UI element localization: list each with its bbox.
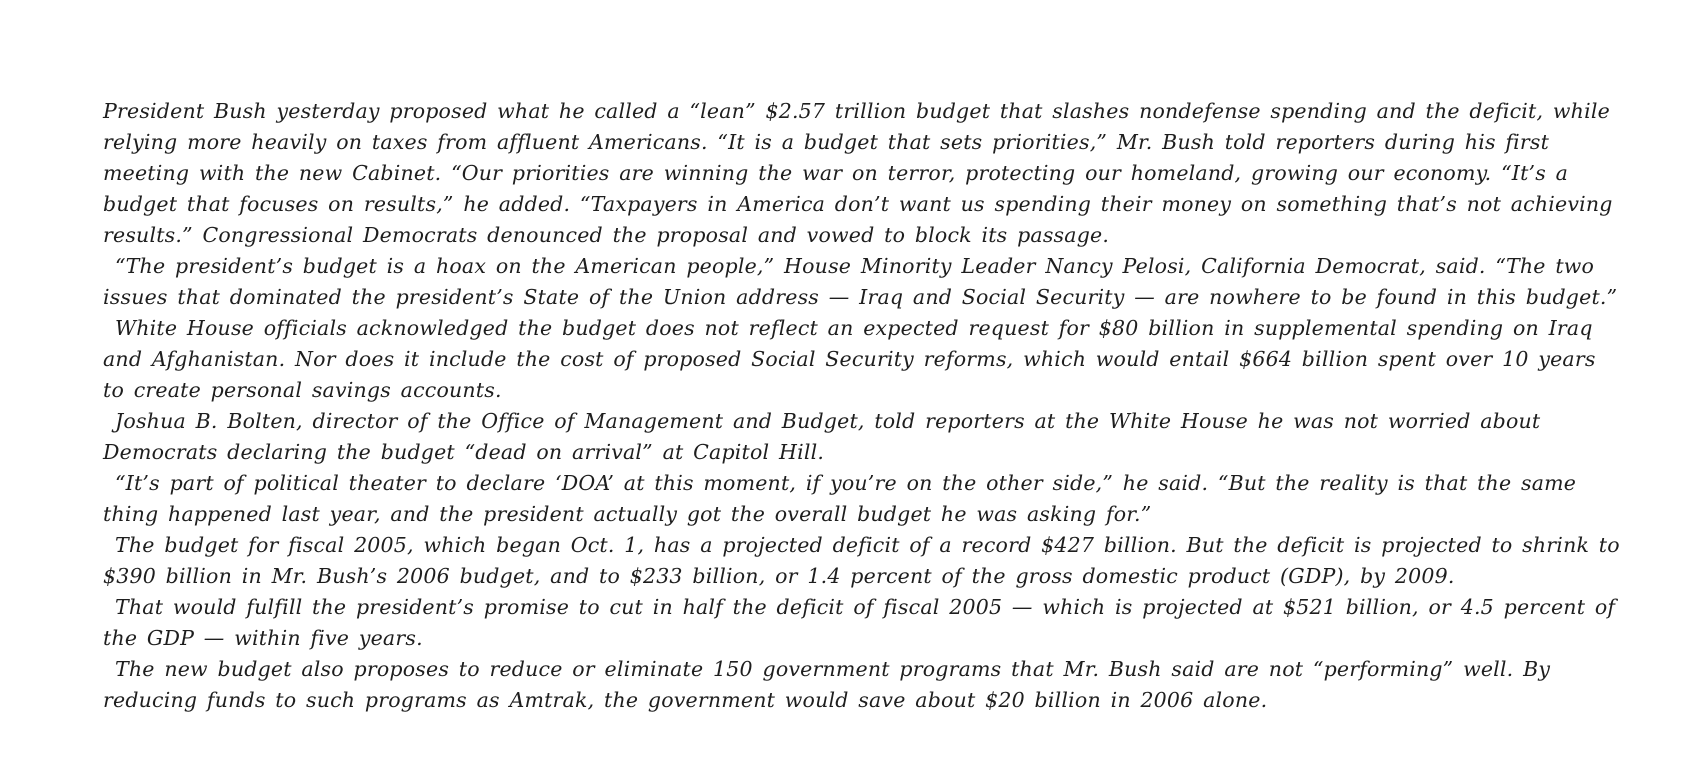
paragraph-supplemental-spending: White House officials acknowledged the budget does not reflect an expected request for $80 billion in supplemental spending on Iraq and Afghanistan. Nor does it include the cost of proposed Social Security reforms, which would entail $664 billion spent over 10 years to create personal savings accounts.	[103, 316, 1596, 402]
paragraph-pelosi-quote: “The president’s budget is a hoax on the American people,” House Minority Leader Nancy Pelosi, California Democrat, said. “The two issues that dominated the president’s State of the Union address — Iraq and Social Security — are nowhere to be found in this budget.”	[103, 254, 1618, 309]
document-body	[103, 96, 1623, 716]
paragraph-program-cuts: The new budget also proposes to reduce or eliminate 150 government programs that Mr. Bush said are not “performing” well. By reducing funds to such programs as Amtrak, the government would save about $20 billion in 2006 alone.	[103, 657, 1551, 712]
paragraph-budget-proposal: President Bush yesterday proposed what he called a “lean” $2.57 trillion budget that slashes nondefense spending and the deficit, while relying more heavily on taxes from affluent Americans. “It is a budget that sets priorities,” Mr. Bush told reporters during his first meeting with the new Cabinet. “Our priorities are winning the war on terror, protecting our homeland, growing our economy. “It’s a budget that focuses on results,” he added. “Taxpayers in America don’t want us spending their money on something that’s not achieving results.” Congressional Democrats denounced the proposal and vowed to block its passage.	[103, 99, 1613, 247]
paragraph-bolten: Joshua B. Bolten, director of the Office of Management and Budget, told reporters at the White House he was not worried about Democrats declaring the budget “dead on arrival” at Capitol Hill.	[103, 409, 1541, 464]
paragraph-deficit-projection: The budget for fiscal 2005, which began Oct. 1, has a projected deficit of a record $427 billion. But the deficit is projected to shrink to $390 billion in Mr. Bush’s 2006 budget, and to $233 billion, or 1.4 percent of the gross domestic product (GDP), by 2009.	[103, 533, 1620, 588]
paragraph-deficit-promise: That would fulfill the president’s promise to cut in half the deficit of fiscal 2005 — which is projected at $521 billion, or 4.5 percent of the GDP — within five years.	[103, 595, 1616, 650]
paragraph-political-theater: “It’s part of political theater to declare ‘DOA’ at this moment, if you’re on the other side,” he said. “But the reality is that the same thing happened last year, and the president actually got the overall budget he was asking for.”	[103, 471, 1577, 526]
